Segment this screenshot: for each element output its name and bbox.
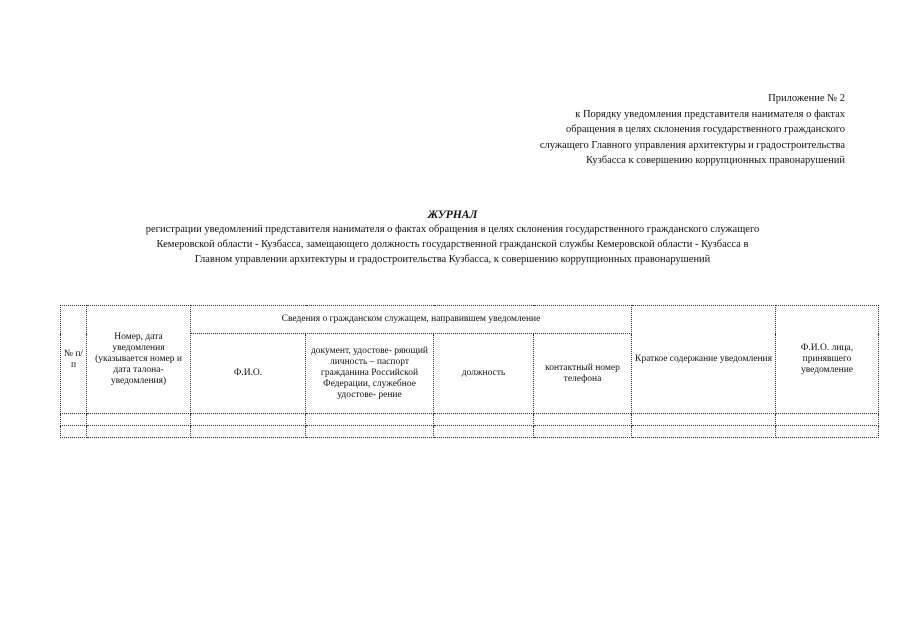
- header-cell-notice: Номер, дата уведомления (указывается номер и дата талона-уведомления): [87, 306, 191, 414]
- table-cell: [191, 414, 306, 426]
- header-cell-document: документ, удостове- ряющий личность – паспорт гражданина Российской Федерации, служебное удостове- рение: [306, 334, 434, 414]
- appendix-heading: [425, 91, 845, 169]
- table-cell: [534, 426, 632, 438]
- registration-table: [60, 305, 879, 438]
- table-cell: [534, 414, 632, 426]
- table-cell: [434, 414, 534, 426]
- header-cell-number: № п/п: [61, 306, 87, 414]
- journal-subtitle-line: регистрации уведомлений представителя нанимателя о фактах обращения в целях склонения государственного гражданского служащего: [145, 224, 760, 235]
- appendix-line: обращения в целях склонения государственного гражданского: [566, 124, 845, 135]
- appendix-line: к Порядку уведомления представителя нанимателя о фактах: [575, 108, 845, 120]
- appendix-line: служащего Главного управления архитектуры и градостроительства: [539, 139, 845, 151]
- header-cell-employee-info: Сведения о гражданском служащем, направившем уведомление: [191, 306, 632, 334]
- header-cell-position: должность: [434, 334, 534, 414]
- table-cell: [306, 426, 434, 438]
- appendix-line: Приложение № 2: [768, 93, 845, 104]
- table-cell: [632, 414, 776, 426]
- table-row: [61, 426, 879, 438]
- table-cell: [632, 426, 776, 438]
- table-cell: [434, 426, 534, 438]
- table-cell: [776, 414, 879, 426]
- appendix-line: Кузбасса к совершению коррупционных правонарушений: [586, 155, 845, 166]
- table-row: [61, 414, 879, 426]
- table-cell: [776, 426, 879, 438]
- table-cell: [191, 426, 306, 438]
- journal-subtitle: [40, 222, 865, 267]
- header-cell-receiver: Ф.И.О. лица, принявшего уведомление: [776, 306, 879, 414]
- header-cell-summary: Краткое содержание уведомления: [632, 306, 776, 414]
- journal-title: ЖУРНАЛ: [427, 209, 478, 221]
- table-cell: [61, 414, 87, 426]
- journal-subtitle-line: Кемеровской области - Кузбасса, замещающего должность государственной гражданской службы Кемеровской области - Кузбасса в: [156, 239, 749, 250]
- table-cell: [87, 414, 191, 426]
- table-cell: [61, 426, 87, 438]
- header-cell-fio: Ф.И.О.: [191, 334, 306, 414]
- journal-subtitle-line: Главном управлении архитектуры и градостроительства Кузбасса, к совершению коррупционных правонарушений: [194, 254, 711, 265]
- table-cell: [87, 426, 191, 438]
- header-cell-phone: контактный номер телефона: [534, 334, 632, 414]
- table-cell: [306, 414, 434, 426]
